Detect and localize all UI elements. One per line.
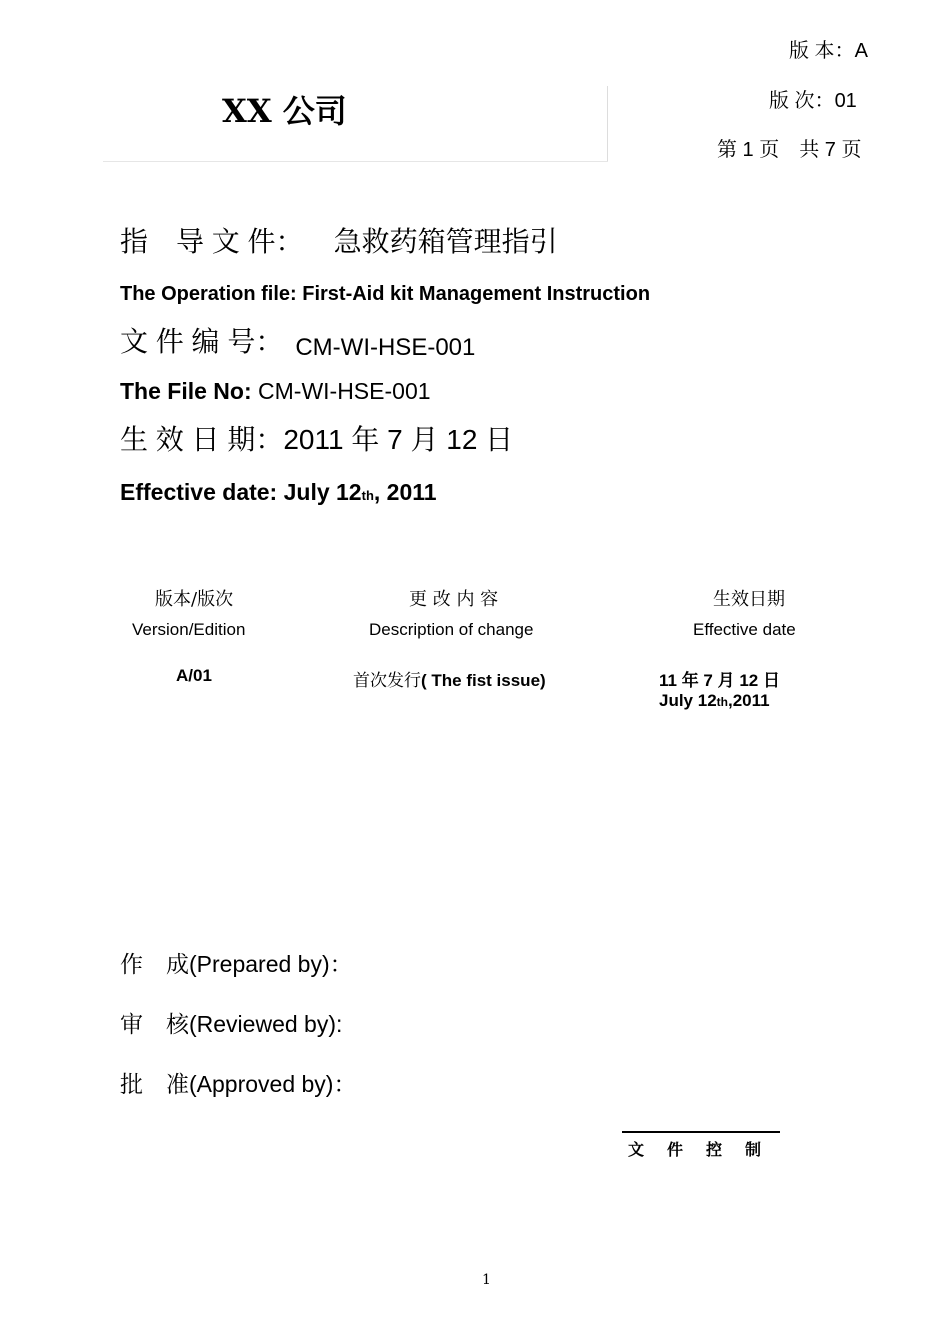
doc-control-rule: [622, 1131, 780, 1133]
table-header-date-en: Effective date: [693, 620, 796, 639]
file-no-en-value: CM-WI-HSE-001: [251, 378, 431, 404]
edition-field: [789, 34, 868, 63]
row-date-cn: 11 年 7 月 12 日: [659, 671, 780, 690]
header-divider-vertical: [607, 86, 608, 162]
row-date-en-sup: th: [716, 695, 728, 709]
guide-title: 急救药箱管理指引: [333, 226, 558, 257]
row-date-en: [659, 691, 770, 711]
row-edition: A/01: [176, 666, 212, 685]
row-date-en-prefix: July 12: [659, 691, 717, 710]
prepared-by: 作 成(Prepared by)：: [120, 951, 353, 977]
file-no-en-label: The File No:: [120, 378, 252, 404]
file-no-value: CM-WI-HSE-001: [295, 334, 476, 361]
guide-line: [120, 220, 558, 260]
operation-file-en: The Operation file: First-Aid kit Management Instruction: [120, 283, 651, 305]
revision-label: 版 次：: [769, 90, 835, 112]
file-no-label: 文 件 编 号：: [120, 326, 284, 357]
page-number: 1: [482, 1272, 491, 1288]
page-info: 第 1 页 共 7 页: [717, 139, 862, 161]
edition-label: 版 本：: [789, 40, 855, 62]
table-header-date-cn: 生效日期: [713, 589, 785, 610]
guide-label: 指 导 文 件：: [120, 226, 304, 257]
table-header-edition-en: Version/Edition: [132, 620, 246, 639]
revision-field: [769, 84, 857, 113]
approved-by: 批 准(Approved by)：: [120, 1071, 357, 1097]
row-change-en: ( The fist issue): [421, 671, 546, 690]
reviewed-by: 审 核(Reviewed by):: [120, 1011, 343, 1037]
row-change: [353, 666, 546, 691]
effective-en-suffix: , 2011: [373, 479, 437, 505]
doc-control-label: 文件控制: [628, 1142, 785, 1159]
table-header-change-cn: 更 改 内 容: [409, 589, 499, 610]
company-name: XX 公司: [222, 92, 347, 130]
effective-en-line: [120, 479, 437, 506]
effective-value: 2011 年 7 月 12 日: [283, 424, 514, 455]
effective-en-prefix: Effective date: July 12: [120, 479, 362, 505]
edition-value: A: [854, 40, 868, 62]
effective-en-sup: th: [361, 488, 374, 503]
row-change-cn: 首次发行: [353, 671, 421, 691]
effective-line: [120, 418, 513, 458]
effective-label: 生 效 日 期：: [120, 424, 284, 455]
table-header-change-en: Description of change: [369, 620, 534, 639]
revision-value: 01: [834, 90, 857, 112]
table-header-edition-cn: 版本/版次: [155, 589, 234, 610]
file-no-line: [120, 320, 475, 360]
row-date-en-suffix: ,2011: [727, 691, 770, 710]
file-no-en-line: [120, 378, 431, 405]
header-divider-horizontal: [103, 161, 608, 162]
